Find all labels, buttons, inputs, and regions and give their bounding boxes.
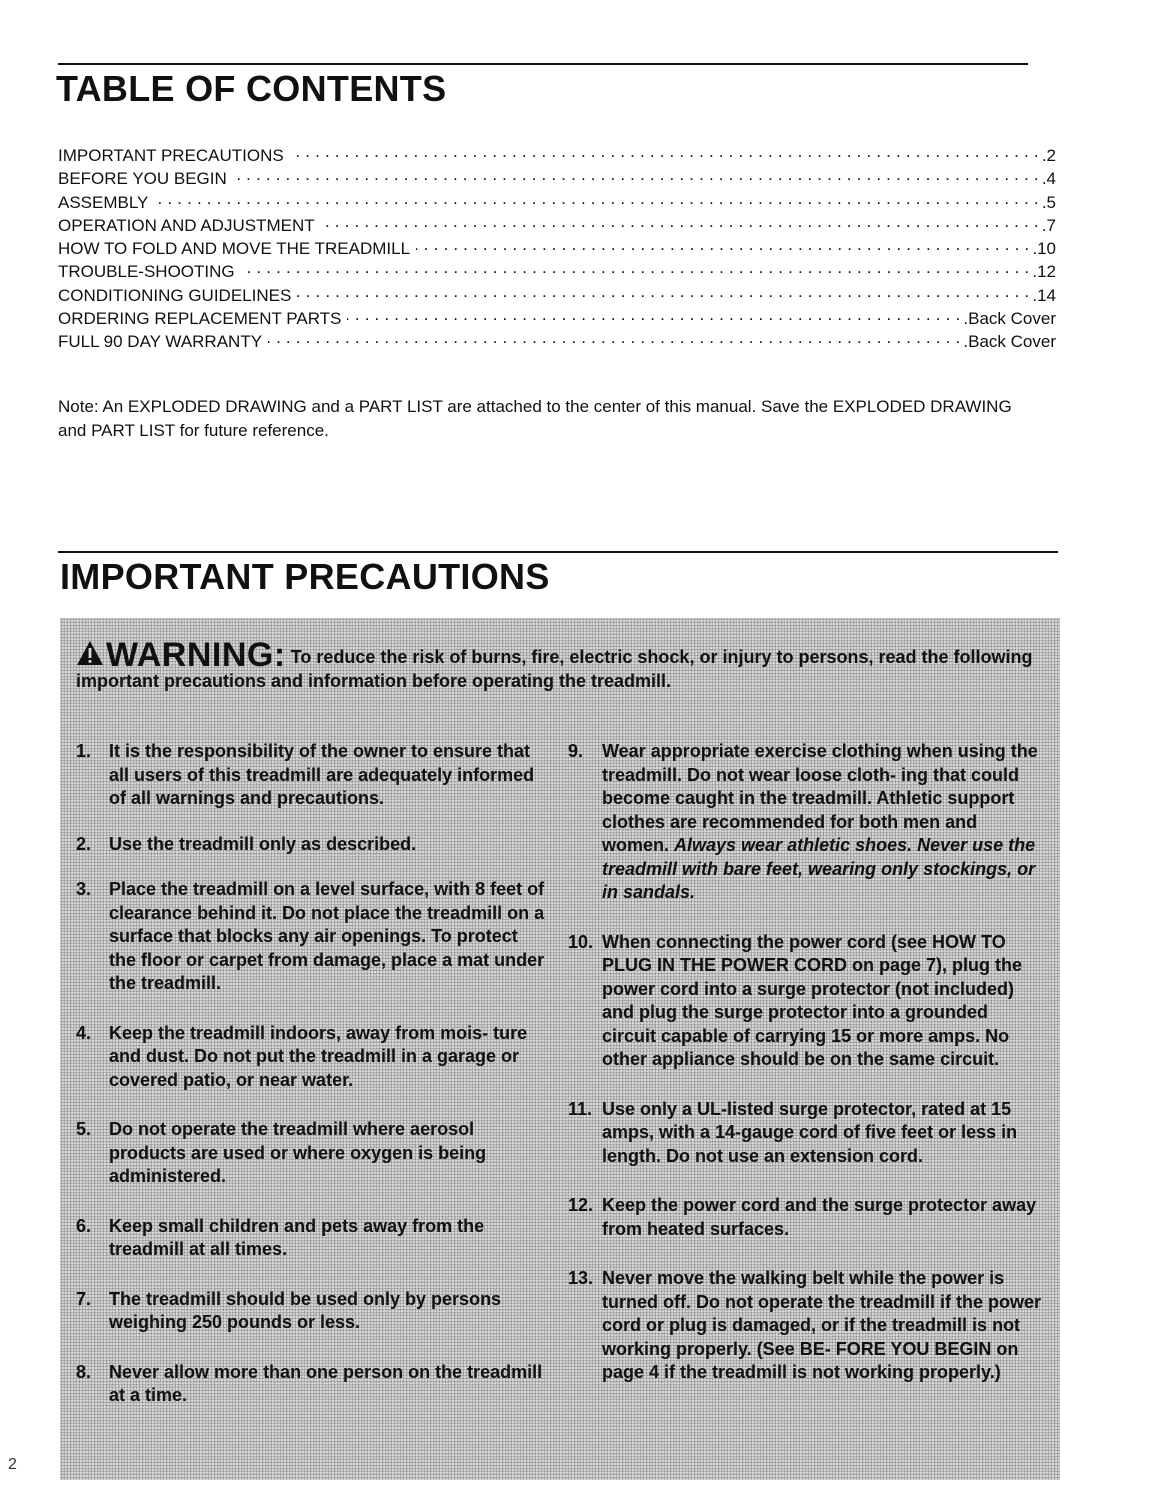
warning-box xyxy=(60,618,1060,1480)
toc-entry[interactable] xyxy=(58,328,1056,351)
precaution-text: Keep the treadmill indoors, away from mois- ture and dust. Do not put the treadmill in a garage or covered patio, or near water. xyxy=(109,1022,528,1090)
precaution-text: Use only a UL-listed surge protector, rated at 15 amps, with a 14-gauge cord of five feet or less in length. Do not use an extension cord. xyxy=(602,1098,1018,1166)
toc-leader-dots xyxy=(241,258,1030,277)
precaution-number: 12. xyxy=(568,1195,594,1215)
toc-top-rule xyxy=(58,63,1028,65)
toc-entry-label: ASSEMBLY xyxy=(58,192,149,212)
precaution-item xyxy=(76,833,546,857)
precaution-text: The treadmill should be used only by persons weighing 250 pounds or less. xyxy=(109,1288,502,1332)
precaution-text: Never allow more than one person on the treadmill at a time. xyxy=(109,1361,543,1405)
toc-entry-page: .Back Cover xyxy=(963,332,1056,352)
toc-entry-label: TROUBLE-SHOOTING xyxy=(58,262,235,282)
precaution-text: When connecting the power cord (see HOW TO PLUG IN THE POWER CORD on page 7), plug the power cord into a surge protector (not included) and plug the surge protector into a grounded circuit capable of carrying 15 or more amps. No other appliance should be on the same circuit. xyxy=(602,931,1023,1069)
precaution-number: 3. xyxy=(76,879,92,899)
page-number: 2 xyxy=(8,1456,17,1473)
precaution-text: Keep small children and pets away from the treadmill at all times. xyxy=(109,1215,485,1259)
precaution-text-italic: Always wear athletic shoes. Never use the treadmill with bare feet, wearing only stockings, or in sandals. xyxy=(602,835,1036,902)
toc-leader-dots xyxy=(154,189,1038,208)
toc-entry-page: .7 xyxy=(1041,215,1056,235)
warning-text: To reduce the risk of burns, fire, electric shock, or injury to persons, read the following important precautions and information before operating the treadmill. xyxy=(76,647,1033,691)
toc-entry-label: FULL 90 DAY WARRANTY xyxy=(58,332,263,352)
precaution-number: 7. xyxy=(76,1288,92,1309)
toc-entry[interactable] xyxy=(58,235,1056,258)
precautions-left-column xyxy=(76,740,546,1408)
precaution-item xyxy=(568,1267,1044,1385)
toc-entry-page: .14 xyxy=(1032,285,1056,305)
precaution-text: Use the treadmill only as described. xyxy=(109,833,417,854)
precaution-text: It is the responsibility of the owner to ensure that all users of this treadmill are adequately informed of all warnings and precautions. xyxy=(109,741,535,808)
toc-entry[interactable] xyxy=(58,212,1056,235)
toc-entry-label: IMPORTANT PRECAUTIONS xyxy=(58,146,284,165)
precaution-item xyxy=(568,1098,1044,1169)
precaution-text: Place the treadmill on a level surface, with 8 feet of clearance behind it. Do not place the treadmill on a surface that blocks any air openings. To protect the floor or carpet from damage, place a mat under the treadmill. xyxy=(109,879,545,993)
precaution-number: 2. xyxy=(76,833,92,854)
warning-header xyxy=(76,636,1046,693)
toc-entry[interactable] xyxy=(58,258,1056,281)
precaution-text xyxy=(602,740,1044,905)
toc-entry[interactable] xyxy=(58,189,1056,212)
toc-entry-label: CONDITIONING GUIDELINES xyxy=(58,285,292,305)
precaution-number: 10. xyxy=(568,931,594,952)
precaution-item xyxy=(76,1361,546,1408)
precaution-item xyxy=(568,1194,1044,1241)
precaution-item xyxy=(76,1022,546,1093)
toc-entry[interactable] xyxy=(58,305,1056,328)
toc-entry-label: ORDERING REPLACEMENT PARTS xyxy=(58,309,342,329)
toc-entry-page: .Back Cover xyxy=(963,309,1056,329)
toc-note: Note: An EXPLODED DRAWING and a PART LIST are attached to the center of this manual. Save the EXPLODED DRAWING and PART LIST for future reference. xyxy=(58,397,1012,440)
toc-entry-label: BEFORE YOU BEGIN xyxy=(58,169,227,189)
toc-leader-dots xyxy=(268,328,960,347)
precaution-number: 8. xyxy=(76,1361,92,1382)
toc-leader-dots xyxy=(233,165,1039,184)
toc-leader-dots xyxy=(297,282,1029,301)
warning-word: WARNING: xyxy=(106,636,286,674)
toc-leader-dots xyxy=(290,142,1039,161)
toc-entry-label: HOW TO FOLD AND MOVE THE TREADMILL xyxy=(58,239,411,259)
toc-entry[interactable] xyxy=(58,282,1056,305)
precautions-top-rule xyxy=(58,551,1058,553)
toc-entry-page: .10 xyxy=(1032,239,1056,259)
toc-leader-dots xyxy=(416,235,1029,254)
precaution-item xyxy=(568,931,1044,1072)
precaution-item xyxy=(76,1288,546,1335)
toc-entry[interactable] xyxy=(58,142,1056,165)
precaution-number: 4. xyxy=(76,1022,92,1043)
precaution-number: 6. xyxy=(76,1215,92,1236)
precaution-item xyxy=(76,878,546,996)
warning-triangle-icon xyxy=(76,640,104,666)
precaution-text: Do not operate the treadmill where aerosol products are used or where oxygen is being administered. xyxy=(109,1119,487,1186)
toc-entry-page: .5 xyxy=(1041,192,1056,212)
precaution-item xyxy=(76,1215,546,1262)
precaution-text: Keep the power cord and the surge protector away from heated surfaces. xyxy=(602,1195,1037,1239)
toc-entry-label: OPERATION AND ADJUSTMENT xyxy=(58,215,315,235)
precaution-number: 1. xyxy=(76,741,92,761)
precaution-item xyxy=(76,740,546,811)
precaution-number: 5. xyxy=(76,1119,92,1139)
toc-entry[interactable] xyxy=(58,165,1056,188)
precaution-item xyxy=(76,1118,546,1189)
toc-leader-dots xyxy=(321,212,1039,231)
toc-list xyxy=(58,142,1056,352)
precaution-number: 9. xyxy=(568,741,584,761)
toc-title: TABLE OF CONTENTS xyxy=(56,68,447,109)
toc-entry-page: .2 xyxy=(1041,146,1056,165)
precaution-text: Never move the walking belt while the power is turned off. Do not operate the treadmill if the power cord or plug is damaged, or if the treadmill is not working properly. (See BE- FORE YOU BEGIN on page 4 if the treadmill is not working properly.) xyxy=(602,1268,1042,1382)
precaution-number: 13. xyxy=(568,1268,594,1288)
precautions-right-column xyxy=(568,740,1044,1385)
precaution-number: 11. xyxy=(568,1098,593,1119)
precautions-title: IMPORTANT PRECAUTIONS xyxy=(60,556,550,597)
toc-entry-page: .12 xyxy=(1032,262,1056,282)
toc-leader-dots xyxy=(347,305,960,324)
toc-entry-page: .4 xyxy=(1041,169,1056,189)
precaution-text-regular: Wear appropriate exercise clothing when using the treadmill. Do not wear loose cloth- ing that could become caught in the treadmill. Athletic support clothes are recommended for both men and women. xyxy=(602,741,1038,855)
precaution-item xyxy=(568,740,1044,905)
